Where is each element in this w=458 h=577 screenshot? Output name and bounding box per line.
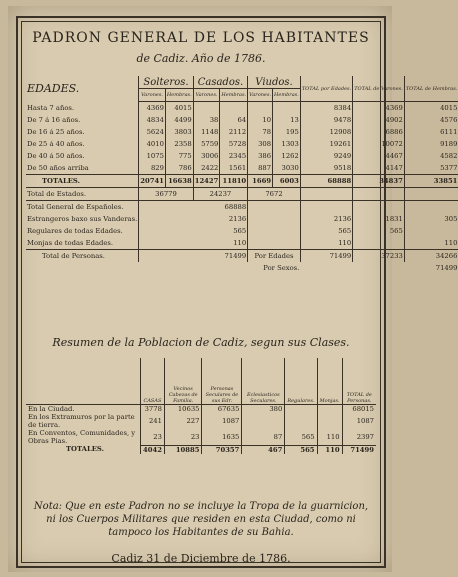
extra-row: Estrangeros baxo sus Vanderas. 2136 2136 1831 305 xyxy=(27,215,458,223)
resumen-column-header: Regulares. xyxy=(285,358,317,405)
group-header-row xyxy=(26,76,458,89)
resumen-column-header: Vecinos Cabezas de Familia. xyxy=(164,358,202,405)
extra-row: Total General de Españoles. 68888 xyxy=(26,201,458,214)
census-table xyxy=(26,76,458,274)
total-edades-header: TOTAL por Edades. xyxy=(300,76,352,102)
resumen-title: Resumen de la Poblacion de Cadiz, segun sus Clases. xyxy=(52,336,350,349)
total-varones-header: TOTAL de Varones. xyxy=(353,76,405,102)
varones-subheader: Varones. xyxy=(193,89,220,102)
resumen-column-header: Monjas. xyxy=(317,358,342,405)
por-sexos-row: Por Sexos. 71499 xyxy=(263,264,458,272)
extra-row: Monjas de todas Edades. 110 110 110 xyxy=(26,237,458,250)
edades-header: EDADES. xyxy=(27,82,80,96)
footnote: Nota: Que en este Padron no se incluye la Tropa de la guarnicion, ni los Cuerpos Militares que residen en esta Ciudad, como ni tampoco los Habitantes de su Bahia. xyxy=(33,501,369,538)
varones-subheader: Varones. xyxy=(139,89,166,102)
age-row: De 16 á 25 años. 5624 3803 1148 2112 78 195 12908 6886 6111 xyxy=(27,128,458,136)
casados-header: Casados. xyxy=(193,76,247,89)
totales-row: TOTALES. 20741 16638 12427 11810 1669 6003 68888 34837 33851 xyxy=(26,175,458,188)
varones-subheader: Varones. xyxy=(248,89,273,102)
age-row: De 40 á 50 años. 1075 775 3006 2345 386 1262 9249 4467 4582 xyxy=(27,152,458,160)
page-subtitle: de Cadiz. Año de 1786. xyxy=(136,52,266,65)
document-frame xyxy=(16,16,458,568)
age-row: De 25 á 40 años. 4010 2358 5759 5728 308 1303 19261 10072 9189 xyxy=(27,140,458,148)
viudos-header: Viudos. xyxy=(248,76,301,89)
hembras-subheader: Hembras. xyxy=(273,89,301,102)
resumen-column-header: CASAS xyxy=(141,358,165,405)
resumen-column-header: Eclesiasticos Seculares. xyxy=(242,358,285,405)
solteros-header: Solteros. xyxy=(139,76,193,89)
personas-row: Total de Personas. 71499 Por Edades 71499 37233 34266 xyxy=(26,250,458,263)
document-sheet xyxy=(8,6,458,572)
total-hembras-header: TOTAL de Hembras. xyxy=(404,76,458,102)
hembras-subheader: Hembras. xyxy=(165,89,193,102)
resumen-header-row xyxy=(26,358,376,405)
page-title: PADRON GENERAL DE LOS HABITANTES xyxy=(32,30,370,46)
age-row: De 7 á 16 años. 4834 4499 38 64 10 13 9478 4902 4576 xyxy=(27,116,458,124)
resumen-column-header: TOTAL de Personas. xyxy=(342,358,376,405)
resumen-row: En la Ciudad. 3778 10635 67635 380 68015 xyxy=(28,405,374,413)
resumen-table xyxy=(26,358,376,454)
resumen-row: En Conventos, Comunidades, y Obras Pias. 23 23 1635 87 565 110 2397 xyxy=(28,429,374,445)
estados-row: Total de Estados. 36779 24237 7672 xyxy=(26,188,458,201)
age-row: De 50 años arriba 829 786 2422 1561 887 3030 9518 4147 5377 xyxy=(26,162,458,175)
extra-row: Regulares de todas Edades. 565 565 565 xyxy=(26,225,458,237)
age-row: Hasta 7 años. 4369 4015 8384 4369 4015 xyxy=(26,102,458,115)
resumen-row: En los Extramuros por la parte de tierra. 241 227 1087 1087 xyxy=(28,413,374,429)
resumen-column-header: Personas Seculares de sus Edr. xyxy=(202,358,242,405)
resumen-totales-row: TOTALES. 4042 10885 70357 467 565 110 71499 xyxy=(66,445,374,454)
date-line: Cadiz 31 de Diciembre de 1786. xyxy=(111,552,291,565)
hembras-subheader: Hembras. xyxy=(220,89,248,102)
